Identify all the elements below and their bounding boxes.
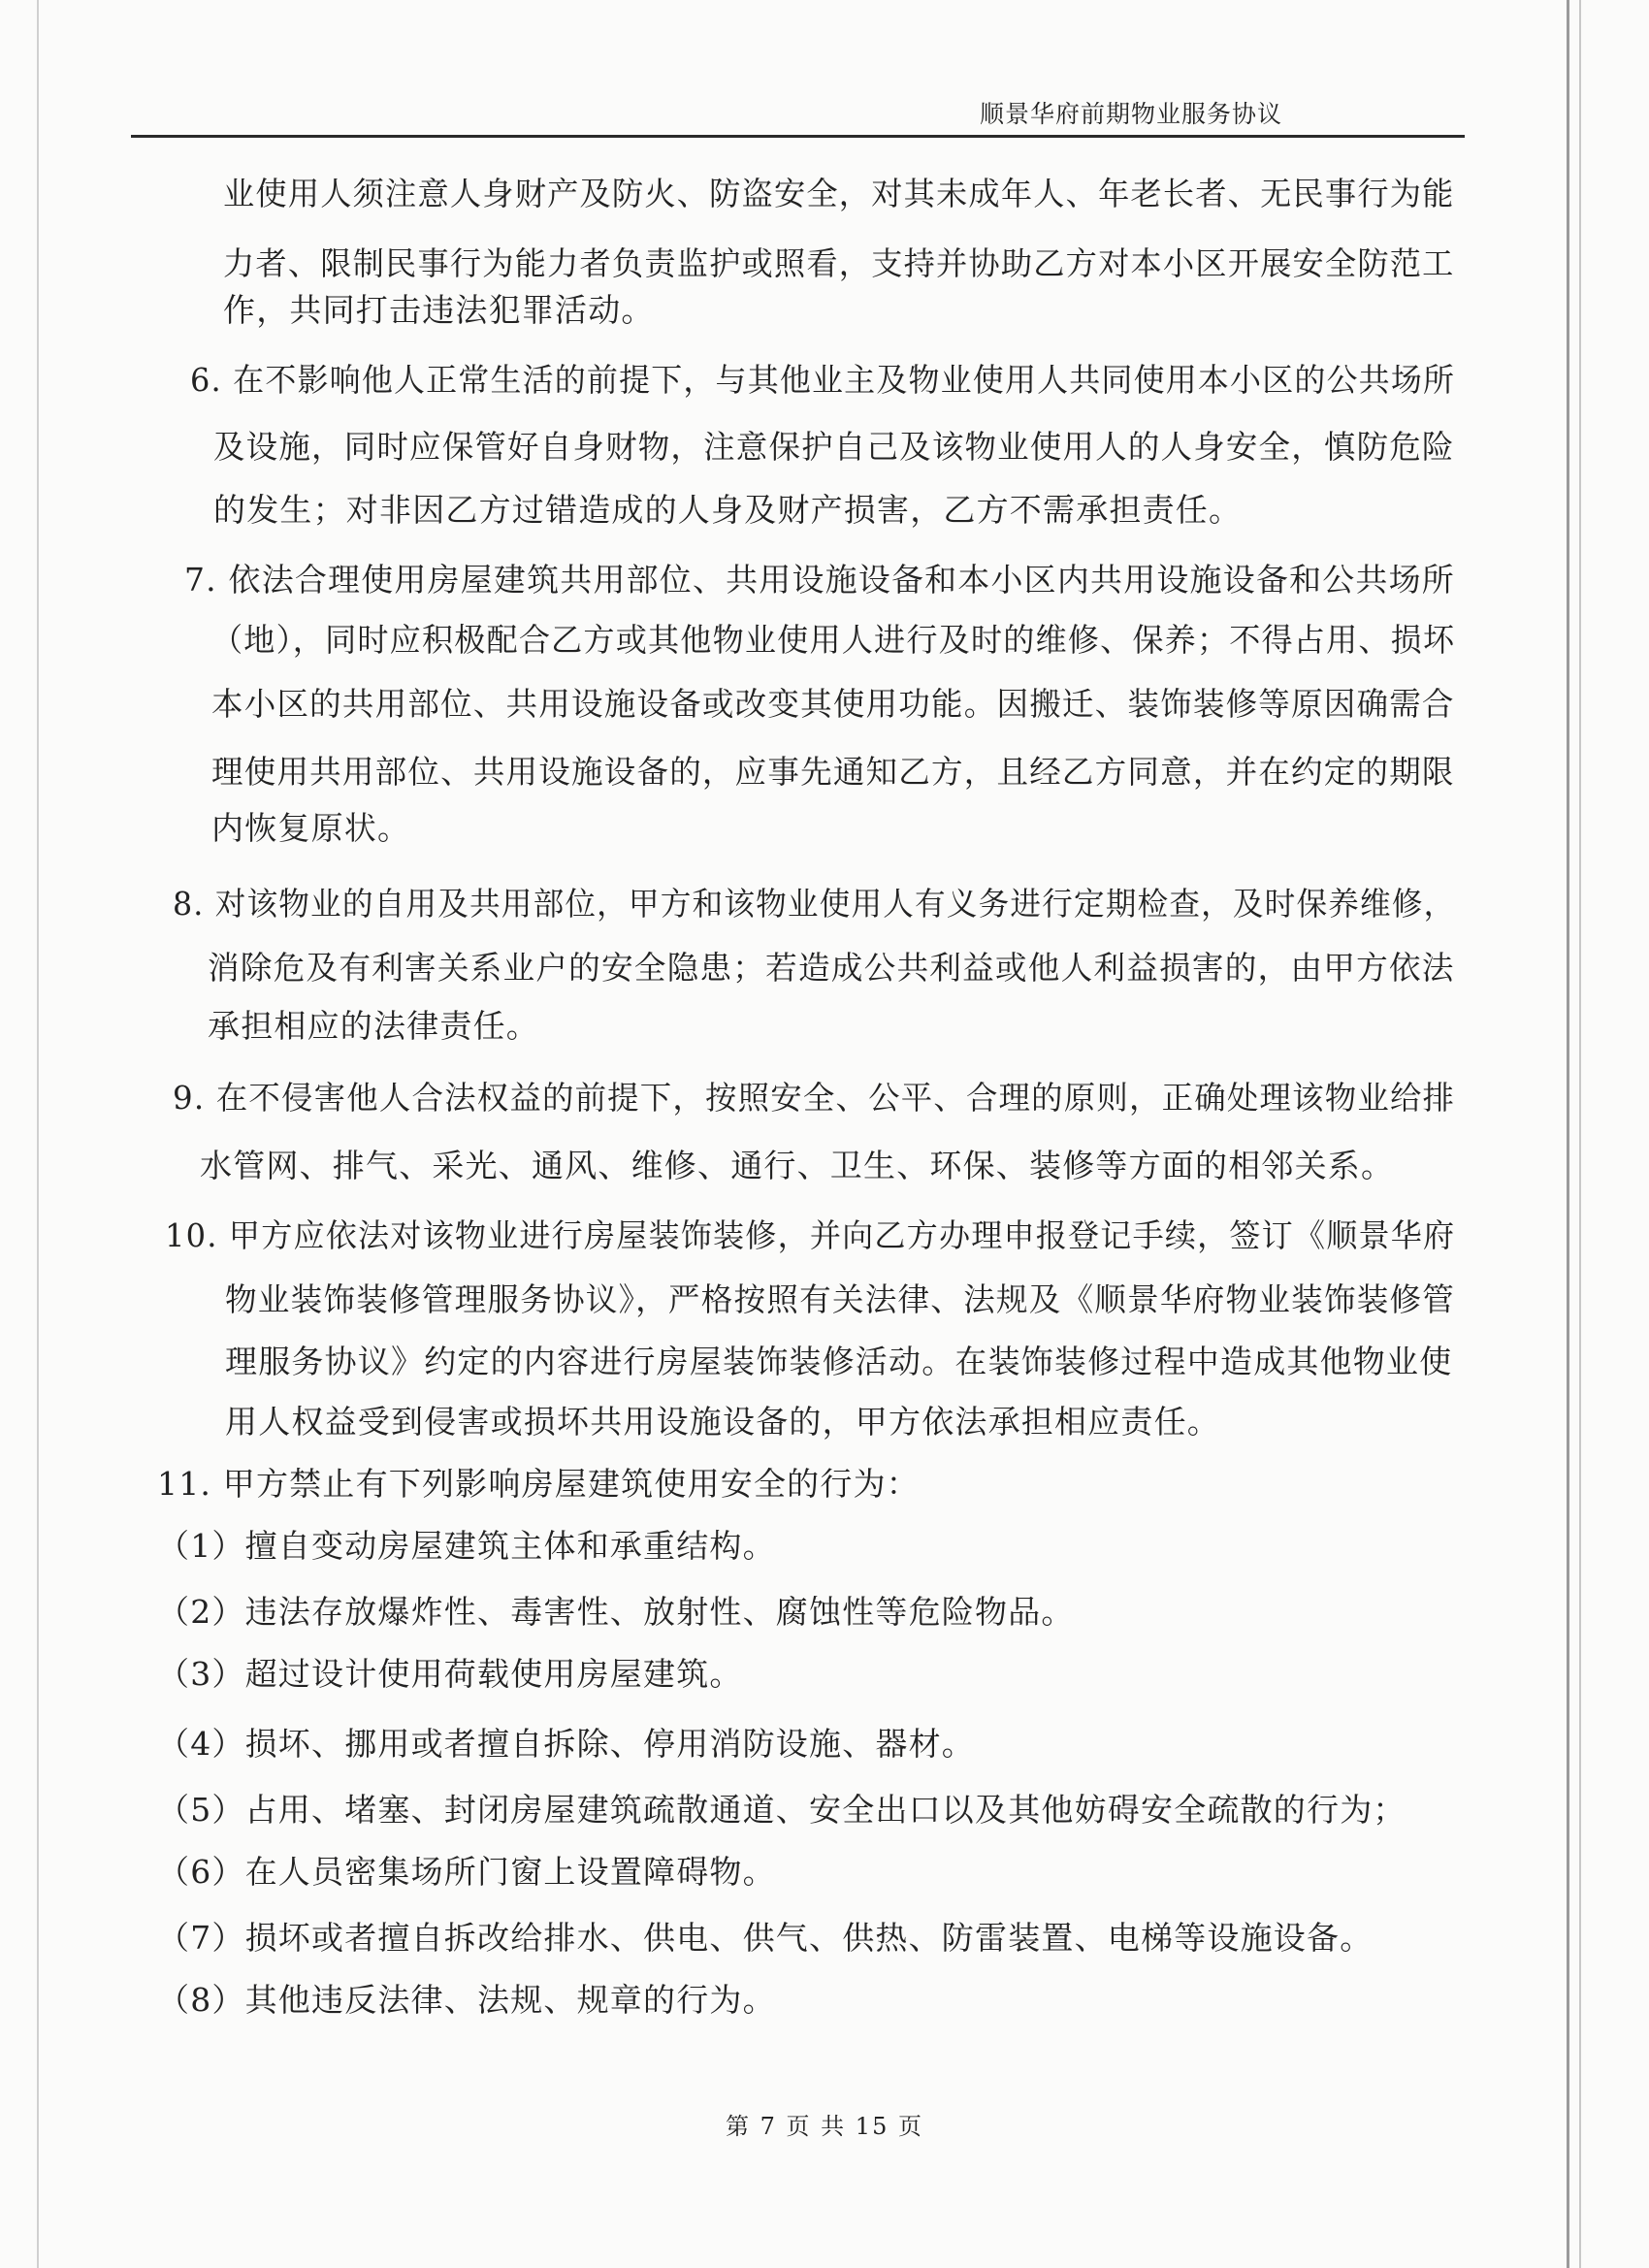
text-line: 本小区的共用部位、共用设施设备或改变其使用功能。因搬迁、装饰装修等原因确需合 [211, 685, 1455, 723]
text-line: 及设施，同时应保管好自身财物，注意保护自己及该物业使用人的人身安全，慎防危险 [213, 428, 1455, 466]
text-line: （6）在人员密集场所门窗上设置障碍物。 [157, 1853, 776, 1891]
text-line: 力者、限制民事行为能力者负责监护或照看，支持并协助乙方对本小区开展安全防范工 [223, 244, 1455, 282]
text-line: （1）擅自变动房屋建筑主体和承重结构。 [157, 1527, 776, 1565]
header-rule [131, 135, 1465, 138]
text-line: 11. 甲方禁止有下列影响房屋建筑使用安全的行为： [157, 1465, 920, 1503]
text-line: 物业装饰装修管理服务协议》，严格按照有关法律、法规及《顺景华府物业装饰装修管 [225, 1280, 1456, 1318]
text-line: 7. 依法合理使用房屋建筑共用部位、共用设施设备和本小区内共用设施设备和公共场所 [184, 561, 1455, 599]
text-line: 理服务协议》约定的内容进行房屋装饰装修活动。在装饰装修过程中造成其他物业使 [225, 1343, 1453, 1380]
text-line: 承担相应的法律责任。 [208, 1007, 539, 1045]
scan-edge-right [1567, 0, 1569, 2268]
text-line: 8. 对该物业的自用及共用部位，甲方和该物业使用人有义务进行定期检查，及时保养维修， [173, 885, 1456, 923]
page-number: 第 7 页 共 15 页 [726, 2113, 923, 2140]
text-line: 6. 在不影响他人正常生活的前提下，与其他业主及物业使用人共同使用本小区的公共场所 [190, 361, 1456, 399]
text-line: 消除危及有利害关系业户的安全隐患；若造成公共利益或他人利益损害的，由甲方依法 [208, 949, 1455, 987]
text-line: 10. 甲方应依法对该物业进行房屋装饰装修，并向乙方办理申报登记手续，签订《顺景华府 [165, 1216, 1456, 1254]
text-line: （4）损坏、挪用或者擅自拆除、停用消防设施、器材。 [157, 1725, 975, 1763]
text-line: 水管网、排气、采光、通风、维修、通行、卫生、环保、装修等方面的相邻关系。 [200, 1147, 1395, 1184]
text-line: （5）占用、堵塞、封闭房屋建筑疏散通道、安全出口以及其他妨碍安全疏散的行为； [157, 1791, 1406, 1829]
text-line: （地），同时应积极配合乙方或其他物业使用人进行及时的维修、保养；不得占用、损坏 [211, 621, 1456, 659]
text-line: 理使用共用部位、共用设施设备的，应事先通知乙方，且经乙方同意，并在约定的期限 [211, 753, 1455, 791]
text-line: （7）损坏或者擅自拆改给排水、供电、供气、供热、防雷装置、电梯等设施设备。 [157, 1919, 1374, 1957]
text-line: 用人权益受到侵害或损坏共用设施设备的，甲方依法承担相应责任。 [225, 1403, 1220, 1441]
scan-edge-right-shadow [1579, 0, 1581, 2268]
text-line: 业使用人须注意人身财产及防火、防盗安全，对其未成年人、年老长者、无民事行为能 [223, 175, 1455, 212]
text-line: （2）违法存放爆炸性、毒害性、放射性、腐蚀性等危险物品。 [157, 1593, 1075, 1631]
text-line: 作，共同打击违法犯罪活动。 [223, 291, 655, 329]
text-line: （3）超过设计使用荷载使用房屋建筑。 [157, 1655, 743, 1693]
text-line: 的发生；对非因乙方过错造成的人身及财产损害，乙方不需承担责任。 [213, 491, 1243, 529]
header-title: 顺景华府前期物业服务协议 [980, 100, 1283, 128]
scan-edge-left [37, 0, 39, 2268]
text-line: 内恢复原状。 [211, 809, 411, 847]
text-line: （8）其他违反法律、法规、规章的行为。 [157, 1981, 776, 2019]
text-line: 9. 在不侵害他人合法权益的前提下，按照安全、公平、合理的原则，正确处理该物业给排 [173, 1079, 1456, 1117]
